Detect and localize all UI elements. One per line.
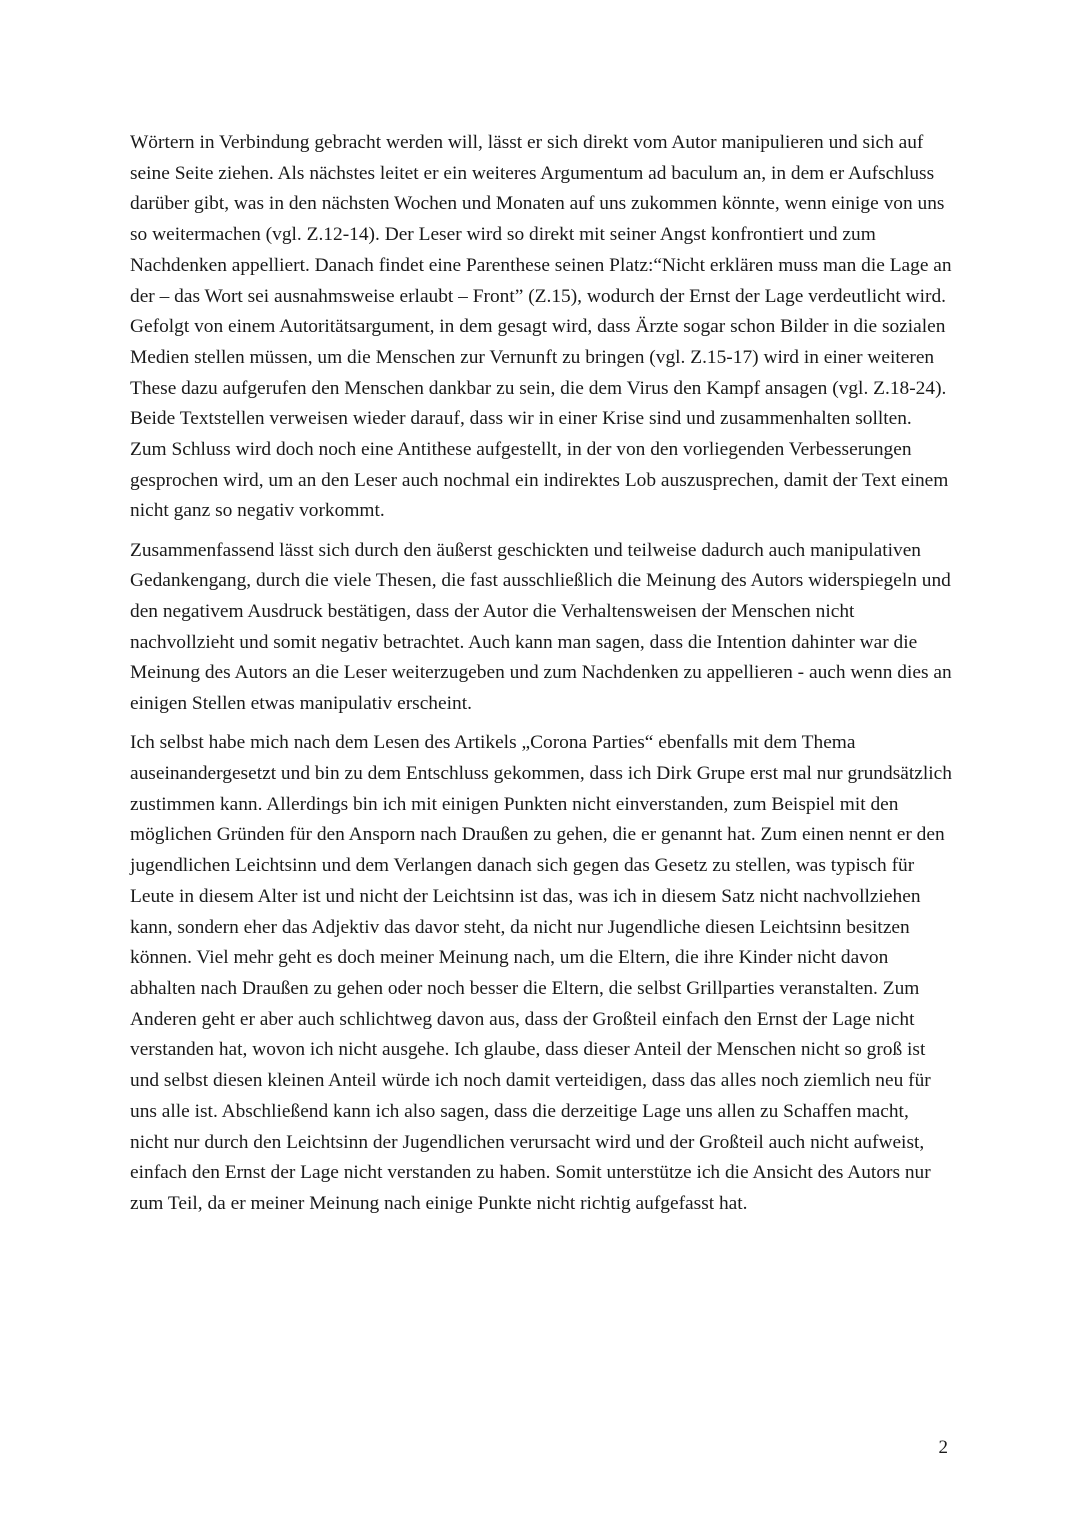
- page-number: 2: [938, 1437, 948, 1458]
- body-text: [130, 128, 952, 1228]
- paragraph-own-opinion: Ich selbst habe mich nach dem Lesen des Artikels „Corona Parties“ ebenfalls mit dem Thema auseinandergesetzt und bin zu dem Entschluss gekommen, dass ich Dirk Grupe erst mal nur grundsätzlich zustimmen kann. Allerdings bin ich mit einigen Punkten nicht einverstanden, zum Beispiel mit den möglichen Gründen für den Ansporn nach Draußen zu gehen, die er genannt hat. Zum einen nennt er den jugendlichen Leichtsinn und dem Verlangen danach sich gegen das Gesetz zu stellen, was typisch für Leute in diesem Alter ist und nicht der Leichtsinn ist das, was ich in diesem Satz nicht nachvollziehen kann, sondern eher das Adjektiv das davor steht, da nicht nur Jugendliche diesen Leichtsinn besitzen können. Viel mehr geht es doch meiner Meinung nach, um die Eltern, die ihre Kinder nicht davon abhalten nach Draußen zu gehen oder noch besser die Eltern, die selbst Grillparties veranstalten. Zum Anderen geht er aber auch schlichtweg davon aus, dass der Großteil einfach den Ernst der Lage nicht verstanden hat, wovon ich nicht ausgehe. Ich glaube, dass dieser Anteil der Menschen nicht so groß ist und selbst diesen kleinen Anteil würde ich noch damit verteidigen, dass das alles noch ziemlich neu für uns alle ist. Abschließend kann ich also sagen, dass die derzeitige Lage uns allen zu Schaffen macht, nicht nur durch den Leichtsinn der Jugendlichen verursacht wird und der Großteil auch nicht aufweist, einfach den Ernst der Lage nicht verstanden zu haben. Somit unterstütze ich die Ansicht des Autors nur zum Teil, da er meiner Meinung nach einige Punkte nicht richtig aufgefasst hat.: [130, 732, 952, 1214]
- paragraph-analysis-continued: Wörtern in Verbindung gebracht werden will, lässt er sich direkt vom Autor manipulieren und sich auf seine Seite ziehen. Als nächstes leitet er ein weiteres Argumentum ad baculum an, in dem er Aufschluss darüber gibt, was in den nächsten Wochen und Monaten auf uns zukommen könnte, wenn einige von uns so weitermachen (vgl. Z.12-14). Der Leser wird so direkt mit seiner Angst konfrontiert und zum Nachdenken appelliert. Danach findet eine Parenthese seinen Platz:“Nicht erklären muss man die Lage an der – das Wort sei ausnahmsweise erlaubt – Front” (Z.15), wodurch der Ernst der Lage verdeutlicht wird. Gefolgt von einem Autoritätsargument, in dem gesagt wird, dass Ärzte sogar schon Bilder in die sozialen Medien stellen müssen, um die Menschen zur Vernunft zu bringen (vgl. Z.15-17) wird in einer weiteren These dazu aufgerufen den Menschen dankbar zu sein, die dem Virus den Kampf ansagen (vgl. Z.18-24). Beide Textstellen verweisen wieder darauf, dass wir in einer Krise sind und zusammenhalten sollten. Zum Schluss wird doch noch eine Antithese aufgestellt, in der von den vorliegenden Verbesserungen gesprochen wird, um an den Leser auch nochmal ein indirektes Lob auszusprechen, damit der Text einem nicht ganz so negativ vorkommt.: [130, 132, 952, 522]
- paragraph-summary: Zusammenfassend lässt sich durch den äußerst geschickten und teilweise dadurch auch manipulativen Gedankengang, durch die viele Thesen, die fast ausschließlich die Meinung des Autors widerspiegeln und den negativem Ausdruck bestätigen, dass der Autor die Verhaltensweisen der Menschen nicht nachvollzieht und somit negativ betrachtet. Auch kann man sagen, dass die Intention dahinter war die Meinung des Autors an die Leser weiterzugeben und zum Nachdenken zu appellieren - auch wenn dies an einigen Stellen etwas manipulativ erscheint.: [130, 539, 952, 715]
